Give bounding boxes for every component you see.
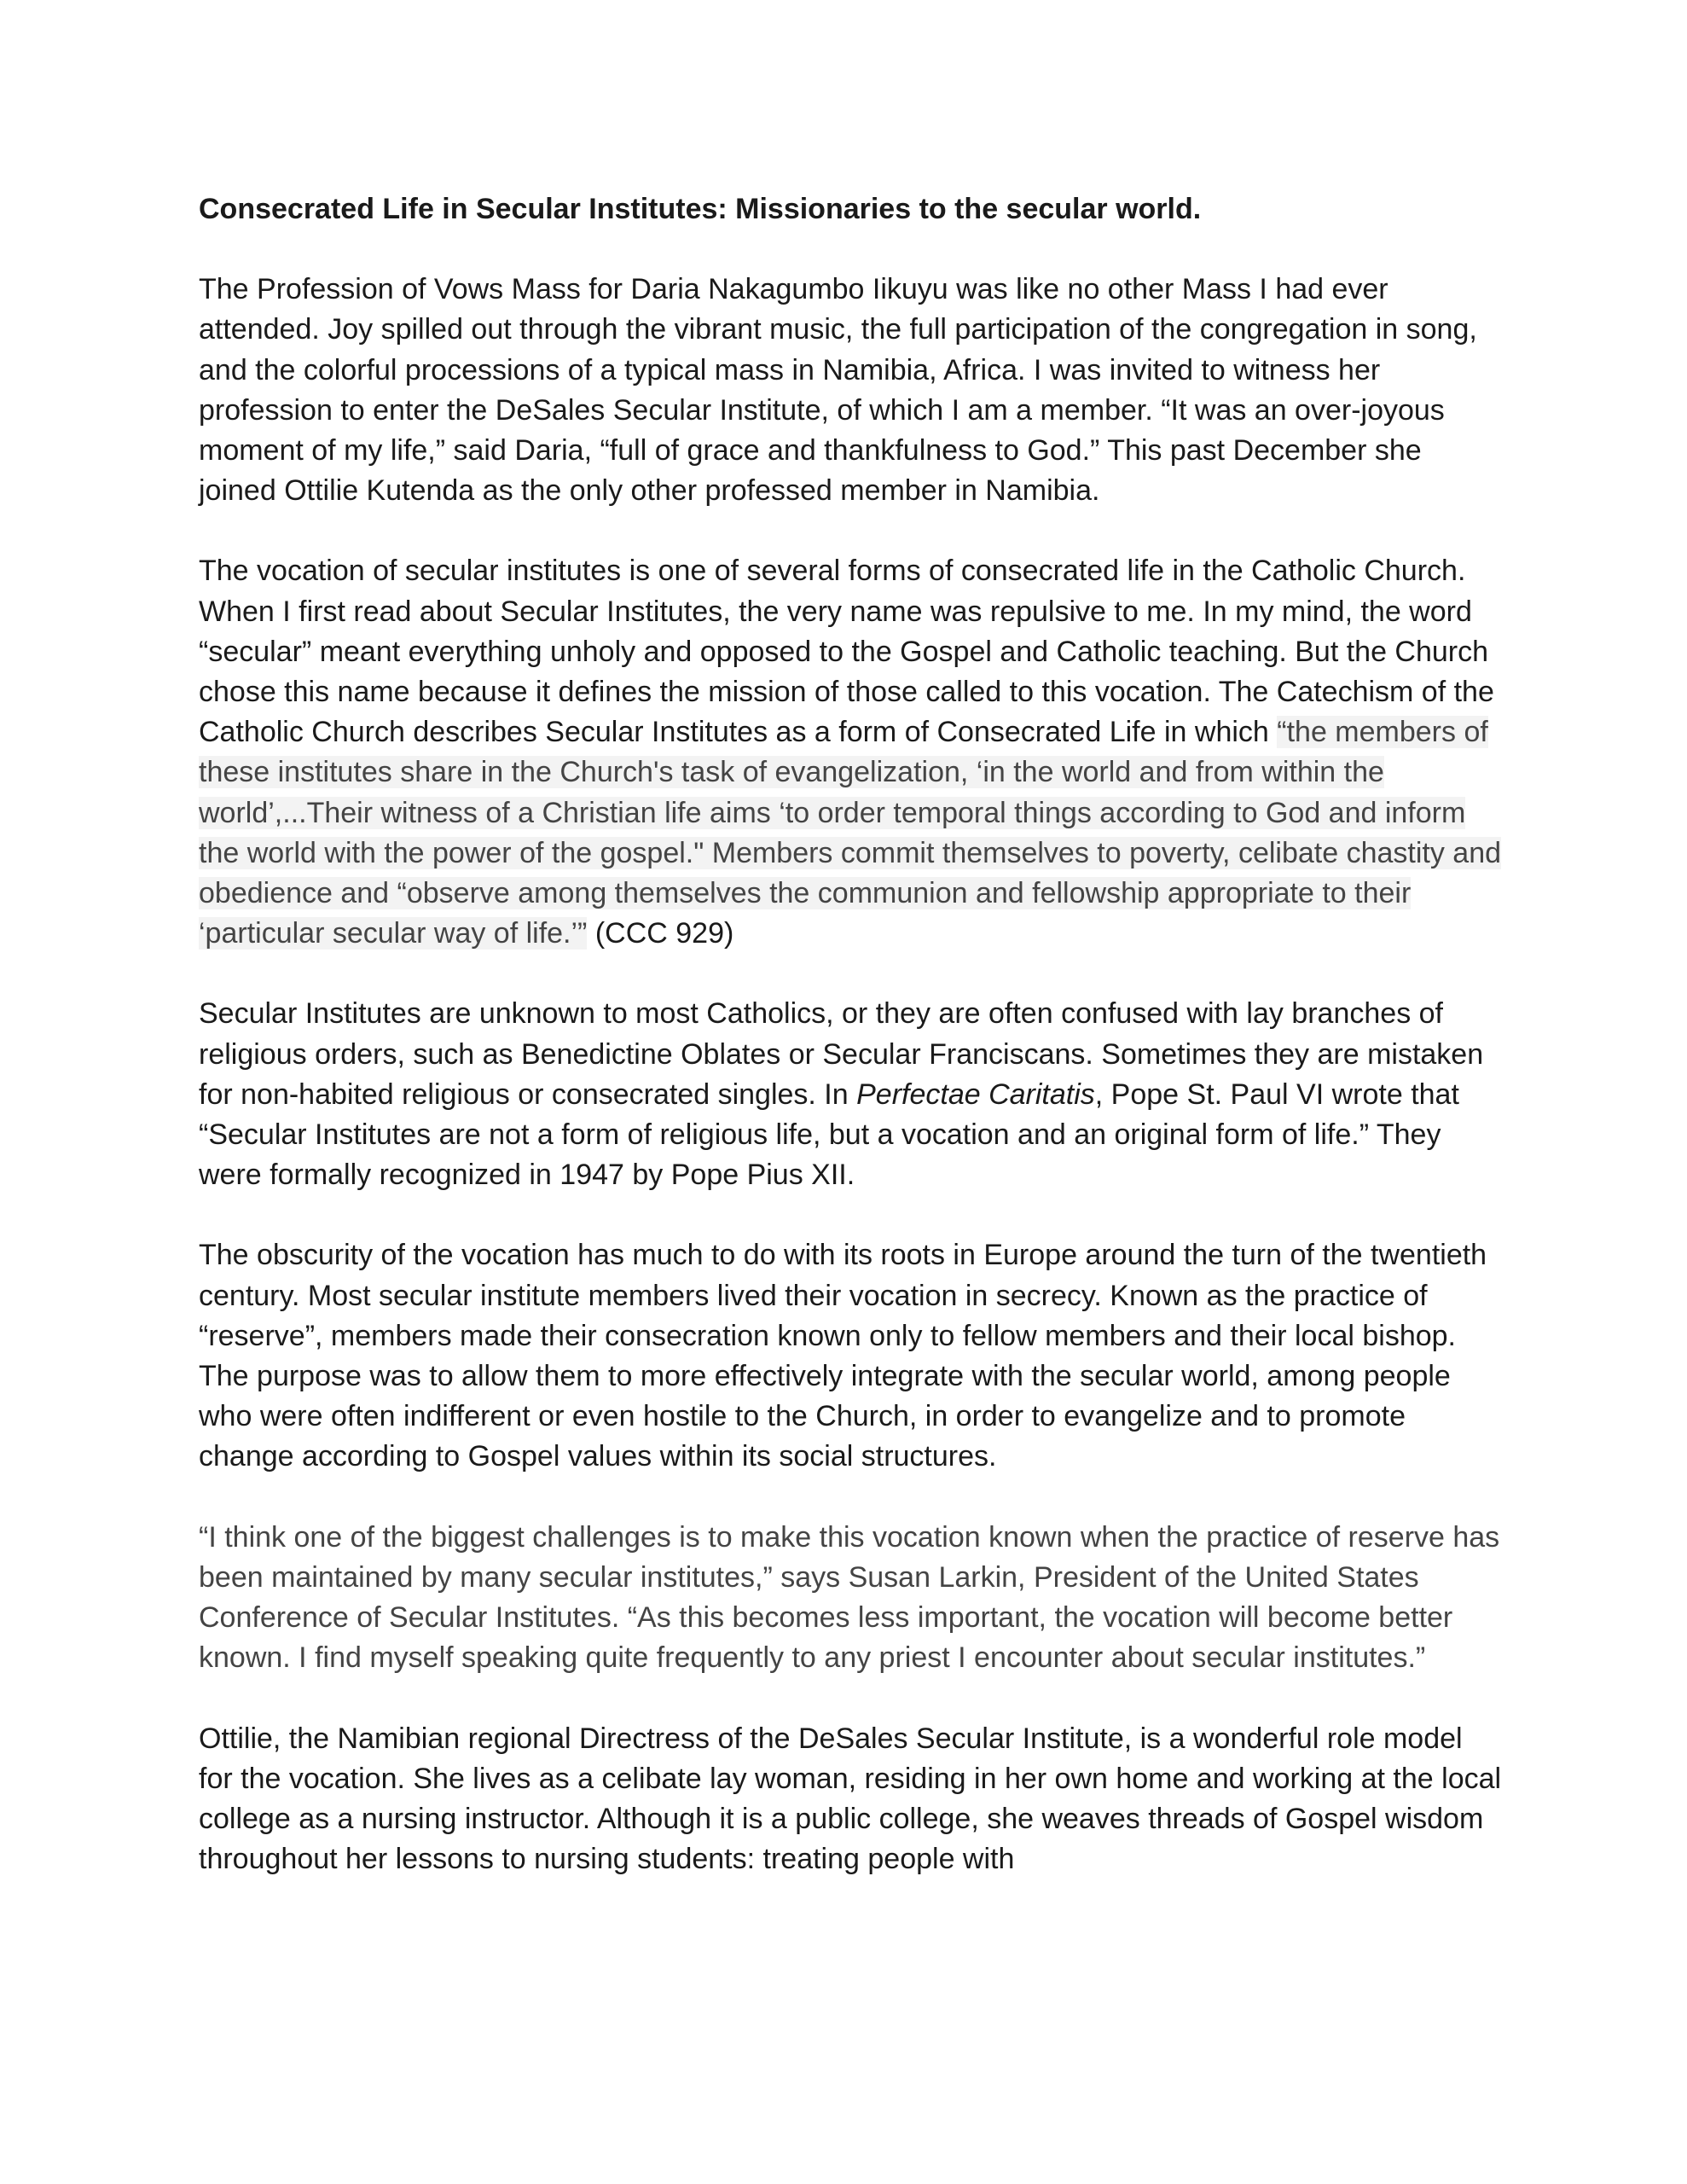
paragraph-vocation-intro: The vocation of secular institutes is one of several forms of consecrated life in the Catholic Church. When I first read about Secular Institutes, the very name was repulsive to me. In my mind, the word “secular” meant everything unholy and opposed to the Gospel and Catholic teaching. But the Church chose this name because it defines the mission of those called to this vocation. The Catechism of the Catholic Church describes Secular Institutes as a form of Consecrated Life in which [199, 555, 1494, 749]
paragraph-vocation-definition [199, 551, 1504, 954]
paragraph-ottilie: Ottilie, the Namibian regional Directress of the DeSales Secular Institute, is a wonderful role model for the vocation. She lives as a celibate lay woman, residing in her own home and working at the local college as a nursing instructor. Although it is a public college, she weaves threads of Gospel wisdom throughout her lessons to nursing students: treating people with [199, 1722, 1502, 1876]
paragraph-larkin-quote: “I think one of the biggest challenges is to make this vocation known when the practice of reserve has been maintained by many secular institutes,” says Susan Larkin, President of the United States Conference of Secular Institutes. “As this becomes less important, the vocation will become better known. I find myself speaking quite frequently to any priest I encounter about secular institutes.” [199, 1520, 1500, 1675]
paragraph-obscurity: The obscurity of the vocation has much to do with its roots in Europe around the turn of the twentieth century. Most secular institute members lived their vocation in secrecy. Known as the practice of “reserve”, members made their consecration known only to fellow members and their local bishop. The purpose was to allow them to more effectively integrate with the secular world, among people who were often indifferent or even hostile to the Church, in order to evangelize and to promote change according to Gospel values within its social structures. [199, 1239, 1487, 1473]
paragraph-profession-mass: The Profession of Vows Mass for Daria Nakagumbo Iikuyu was like no other Mass I had ever attended. Joy spilled out through the vibrant music, the full participation of the congregation in song, and the colorful processions of a typical mass in Namibia, Africa. I was invited to witness her profession to enter the DeSales Secular Institute, of which I am a member. “It was an over-joyous moment of my life,” said Daria, “full of grace and thankfulness to God.” This past December she joined Ottilie Kutenda as the only other professed member in Namibia. [199, 273, 1477, 508]
paragraph-unknown-before: Secular Institutes are unknown to most Catholics, or they are often confused with lay branches of religious orders, such as Benedictine Oblates or Secular Franciscans. Sometimes they are mistaken for non-habited religious or consecrated singles. In [199, 997, 1484, 1111]
document-title: Consecrated Life in Secular Institutes: Missionaries to the secular world. [199, 193, 1202, 225]
catechism-citation: (CCC 929) [587, 917, 734, 950]
document-page [199, 189, 1504, 1920]
catechism-quote: “the members of these institutes share in the Church's task of evangelization, ‘in the world and from within the world’,...Their witness of a Christian life aims ‘to order temporal things according to God and inform the world with the power of the gospel." Members commit themselves to poverty, celibate chastity and obedience and “observe among themselves the communion and fellowship appropriate to their ‘particular secular way of life.’” [199, 716, 1502, 950]
perfectae-caritatis-title: Perfectae Caritatis [856, 1077, 1095, 1111]
paragraph-unknown-institutes [199, 994, 1504, 1195]
paragraph-unknown-after: , Pope St. Paul VI wrote that “Secular Institutes are not a form of religious life, but a vocation and an original form of life.” They were formally recognized in 1947 by Pope Pius XII. [199, 1077, 1459, 1192]
